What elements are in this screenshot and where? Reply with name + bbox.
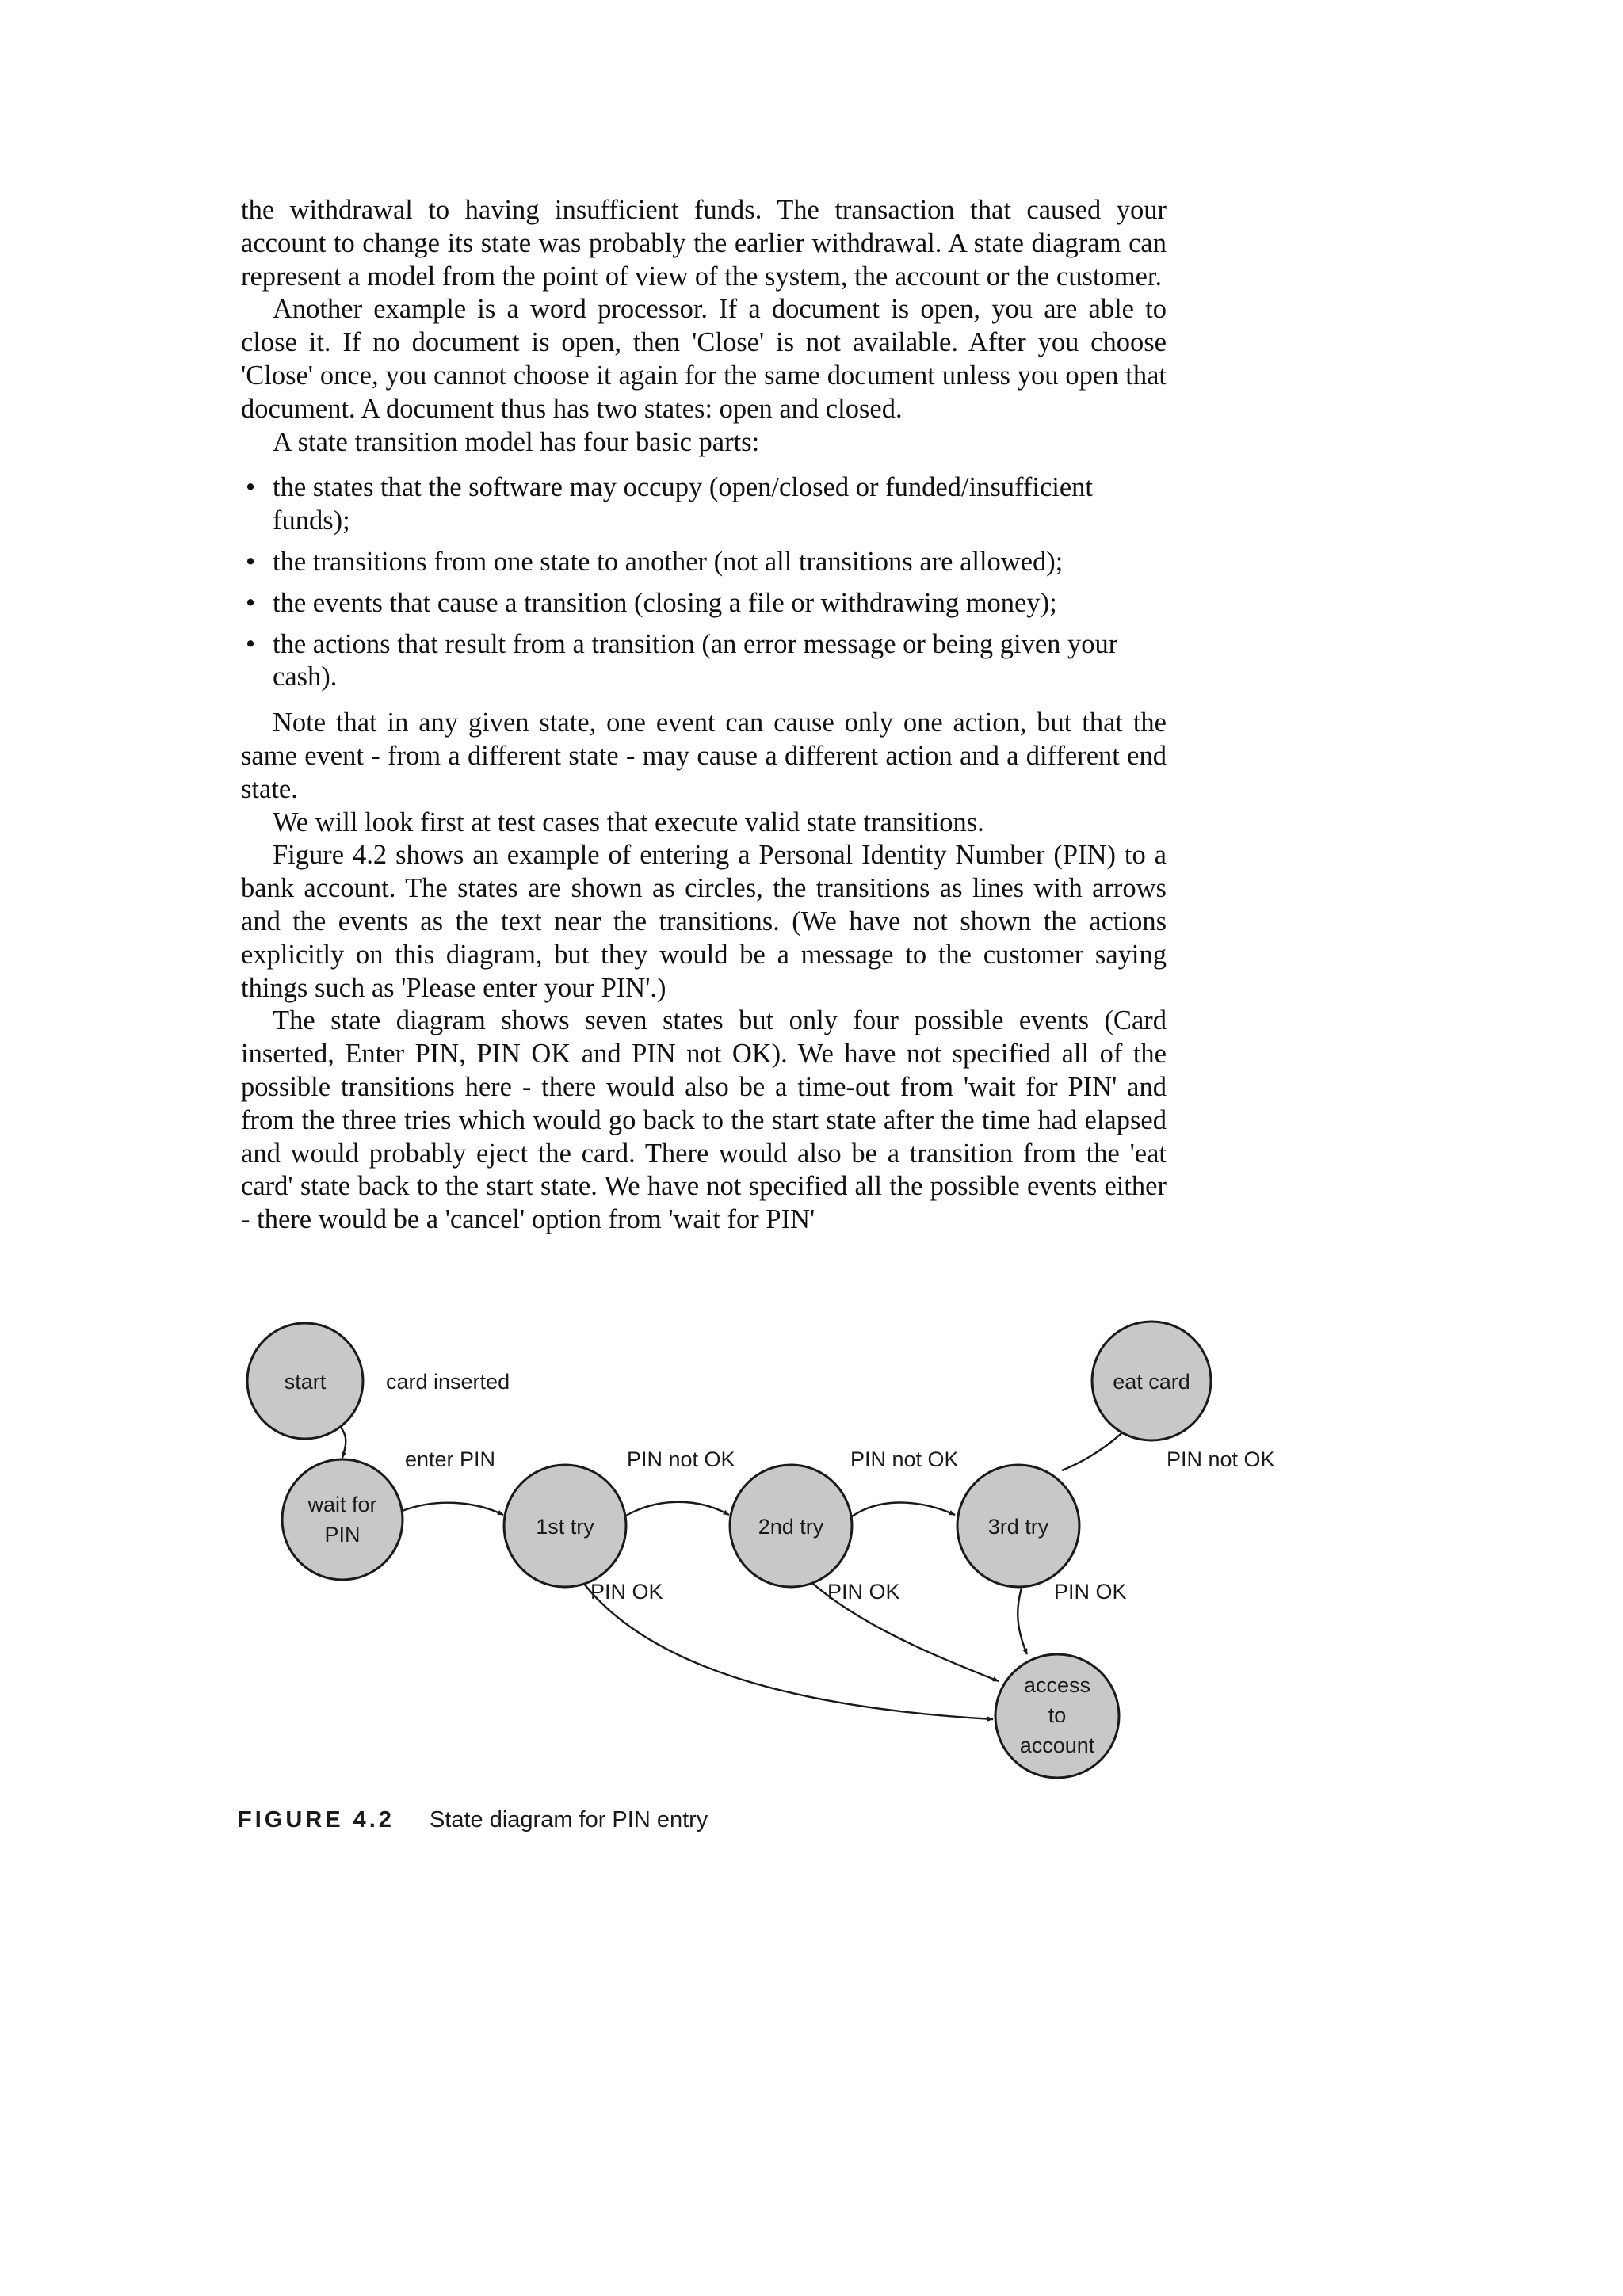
event-label: PIN not OK: [627, 1447, 735, 1471]
state-eat-card: [1092, 1322, 1211, 1440]
bullet-item: • the states that the software may occupy (open/closed or funded/insufficient funds);: [241, 471, 1167, 538]
event-label: PIN OK: [827, 1580, 900, 1604]
bullet-item: • the actions that result from a transition (an error message or being given your cash).: [241, 628, 1167, 695]
transition-try3-access: [1018, 1580, 1027, 1654]
state-label: PIN: [324, 1523, 361, 1547]
state-wait-for-pin: [282, 1459, 403, 1580]
event-label: PIN not OK: [850, 1447, 959, 1471]
paragraph: the withdrawal to having insufficient funds. The transaction that caused your account to change its state was probably the earlier withdrawal. A state diagram can represent a model from the point of view of the system, the account or the customer.: [241, 195, 1167, 292]
bullet-list: [241, 471, 1167, 694]
state-label: eat card: [1113, 1370, 1190, 1394]
transition-try2-try3: [852, 1503, 955, 1517]
figure-label: FIGURE 4.2: [238, 1807, 395, 1833]
paragraph: Note that in any given state, one event can cause only one action, but that the same event - from a different state - may cause a different action and a different end state.: [241, 707, 1167, 804]
state-label: 1st try: [536, 1515, 594, 1539]
state-start: [247, 1323, 363, 1439]
state-label: 2nd try: [758, 1515, 824, 1539]
state-2nd-try: [730, 1465, 852, 1587]
paragraph: Another example is a word processor. If a document is open, you are able to close it. If no document is open, then 'Close' is not available. After you choose 'Close' once, you cannot choose it again for the same document unless you open that document. A document thus has two states: open and closed.: [241, 294, 1167, 424]
transition-try1-try2: [624, 1502, 729, 1516]
state-label: 3rd try: [987, 1515, 1049, 1539]
bullet-item: • the events that cause a transition (closing a file or withdrawing money);: [241, 587, 1167, 620]
paragraph: A state transition model has four basic parts:: [273, 426, 760, 457]
event-label: PIN OK: [1054, 1580, 1127, 1604]
state-label: start: [284, 1370, 327, 1394]
state-access-to-account: [995, 1654, 1119, 1778]
paragraph: Figure 4.2 shows an example of entering a Personal Identity Number (PIN) to a bank account. The states are shown as circles, the transitions as lines with arrows and the events as the text near the transitions. (We have not shown the actions explicitly on this diagram, but they would be a message to the customer saying things such as 'Please enter your PIN'.): [241, 840, 1167, 1003]
event-label: PIN not OK: [1167, 1447, 1275, 1471]
state-diagram: [230, 1299, 1300, 1791]
state-1st-try: [504, 1465, 626, 1587]
event-label: card inserted: [386, 1370, 510, 1394]
figure-caption-text: State diagram for PIN entry: [429, 1807, 708, 1833]
state-label: access: [1023, 1673, 1091, 1697]
transition-wait-try1: [400, 1503, 503, 1515]
state-diagram-svg: [230, 1299, 1300, 1791]
bullet-item: • the transitions from one state to another (not all transitions are allowed);: [241, 546, 1167, 579]
state-label: to: [1048, 1703, 1067, 1727]
body-text: [241, 194, 1167, 1237]
state-label: account: [1019, 1733, 1095, 1757]
figure-caption: [238, 1807, 951, 1833]
paragraph: We will look first at test cases that execute valid state transitions.: [273, 807, 984, 837]
paragraph: The state diagram shows seven states but only four possible events (Card inserted, Enter PIN, PIN OK and PIN not OK). We have not specified all of the possible transitions here - there would also be a time-out from 'wait for PIN' and from the three tries which would go back to the start state after the time had elapsed and would probably eject the card. There would also be a transition from the 'eat card' state back to the start state. We have not specified all the possible events either - there would be a 'cancel' option from 'wait for PIN': [241, 1005, 1167, 1235]
state-3rd-try: [957, 1465, 1079, 1587]
event-label: enter PIN: [405, 1447, 496, 1471]
state-label: wait for: [307, 1493, 377, 1516]
event-label: PIN OK: [590, 1580, 663, 1604]
